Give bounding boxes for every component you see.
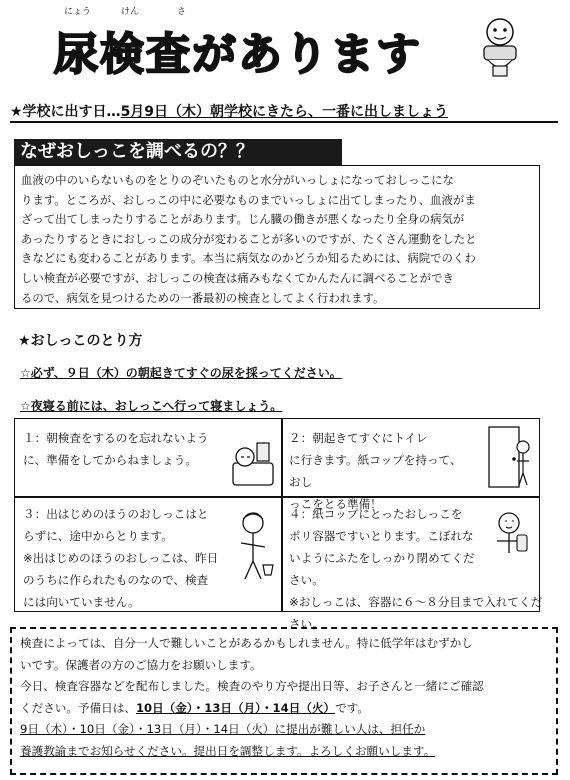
rule-before-bed: ☆夜寝る前には、おしっこへ行って寝ましょう。: [20, 399, 283, 413]
steps-grid: [14, 418, 543, 631]
notice-line: [20, 698, 548, 720]
step-3-line: には向いていません。: [23, 595, 140, 609]
method-heading: ★おしっこのとり方: [18, 333, 143, 349]
step-2-line: っこをとる準備！: [289, 497, 382, 511]
why-line: ります。ところが、おしっこの中に必要なものまでいっしょに出てしまったり、血液がま: [21, 192, 476, 207]
why-section-body: [14, 165, 540, 309]
toilet-door-icon: [485, 425, 531, 491]
step-4-line: さい。: [289, 617, 324, 631]
why-line: 血液の中のいらないものをとりのぞいたものと水分がいっしょになっておしっこにな: [21, 173, 454, 187]
step-4-line: ポリ容器ですいとります。こぼれな: [289, 529, 474, 543]
submission-instruction: 朝学校にきたら、一番に出しましょう: [210, 104, 449, 120]
step-4-line: いようにふたをしっかり閉めてくだ: [289, 551, 475, 565]
divider: [10, 121, 558, 123]
rule-morning-urine: ☆必ず、９日（木）の朝起きてすぐの尿を採ってください。: [20, 366, 342, 380]
toilet-character-icon: [476, 16, 524, 80]
step-1: [23, 427, 223, 471]
notice-text: ください。予備日は、: [20, 700, 136, 715]
grid-divider: [281, 419, 283, 611]
submission-prefix: ★学校に出す日…: [10, 104, 121, 120]
step-1-line: に、準備をしてからねましょう。: [23, 453, 197, 467]
step-4-line: ※おしっこは、容器に６～８分目まで入れてくだ: [289, 595, 543, 609]
title-ruby-1: にょう: [64, 7, 91, 17]
step-4-line: ４：紙コップにとったおしっこを: [289, 507, 463, 521]
child-sleeping-icon: [231, 433, 275, 489]
why-line: しい検査が必要ですが、おしっこの検査は痛みもなくてかんたんに調べることができ: [21, 270, 454, 285]
why-line: ざって出てしまったりすることがあります。じん臓の働きが悪くなったり全身の病気が: [21, 212, 465, 227]
step-2-line: に行きます。紙コップを持って、おし: [289, 453, 462, 489]
notice-line: 養護教諭までお知らせください。提出日を調整します。よろしくお願いします。: [20, 743, 436, 758]
step-3-line: らずに、途中からとります。: [23, 529, 173, 543]
step-3-line: ３：出はじめのほうのおしっこはと: [23, 507, 209, 521]
step-1-line: １：朝検査をするのを忘れないよう: [23, 431, 209, 445]
title-ruby-2: けん: [121, 7, 140, 17]
submission-date: 5月9日（木）: [120, 104, 211, 120]
step-2: [289, 427, 469, 515]
page-title: 尿検査があります: [54, 29, 422, 80]
step-2-line: ２：朝起きてすぐにトイレ: [289, 431, 428, 445]
step-4: [289, 503, 543, 635]
child-with-cup-icon: [229, 509, 277, 587]
title-ruby-3: さ: [177, 7, 187, 17]
notice-line: 9日（木）・10日（金）・13日（月）・14日（火）に提出が難しい人は、担任か: [20, 722, 426, 736]
notice-line: 検査によっては、自分一人で難しいことがあるかもしれません。特に低学年はむずかし: [20, 636, 473, 650]
step-4-line: さい。: [289, 573, 324, 587]
why-section-heading: なぜおしっこを調べるの？？: [14, 139, 342, 165]
step-3-line: のうちに作られたものなので、検査: [23, 573, 209, 587]
notice-box: [10, 627, 558, 775]
child-holding-container-icon: [487, 509, 533, 565]
notice-text: です。: [335, 700, 369, 715]
why-line: あったりするときにおしっこの成分が変わることが多いのですが、たくさん運動をしたと: [21, 231, 477, 246]
notice-line: 今日、検査容器などを配布しました。検査のやり方や提出日等、お子さんと一緒にご確認: [20, 679, 484, 693]
why-line: きなどにも変わることがあります。本当に病気なのかどうか知るためには、病院でのくわ: [21, 251, 476, 266]
notice-line: いです。保護者の方のご協力をお願いします。: [20, 657, 262, 672]
why-line: るので、病気を見つけるための一番最初の検査としてよく行われます。: [21, 290, 385, 305]
submission-date-line: [10, 101, 558, 121]
step-3: [23, 503, 233, 613]
step-3-line: ※出はじめのほうのおしっこは、昨日: [23, 551, 219, 565]
reserve-dates: 10日（金）・13日（月）・14日（火）: [135, 700, 336, 715]
